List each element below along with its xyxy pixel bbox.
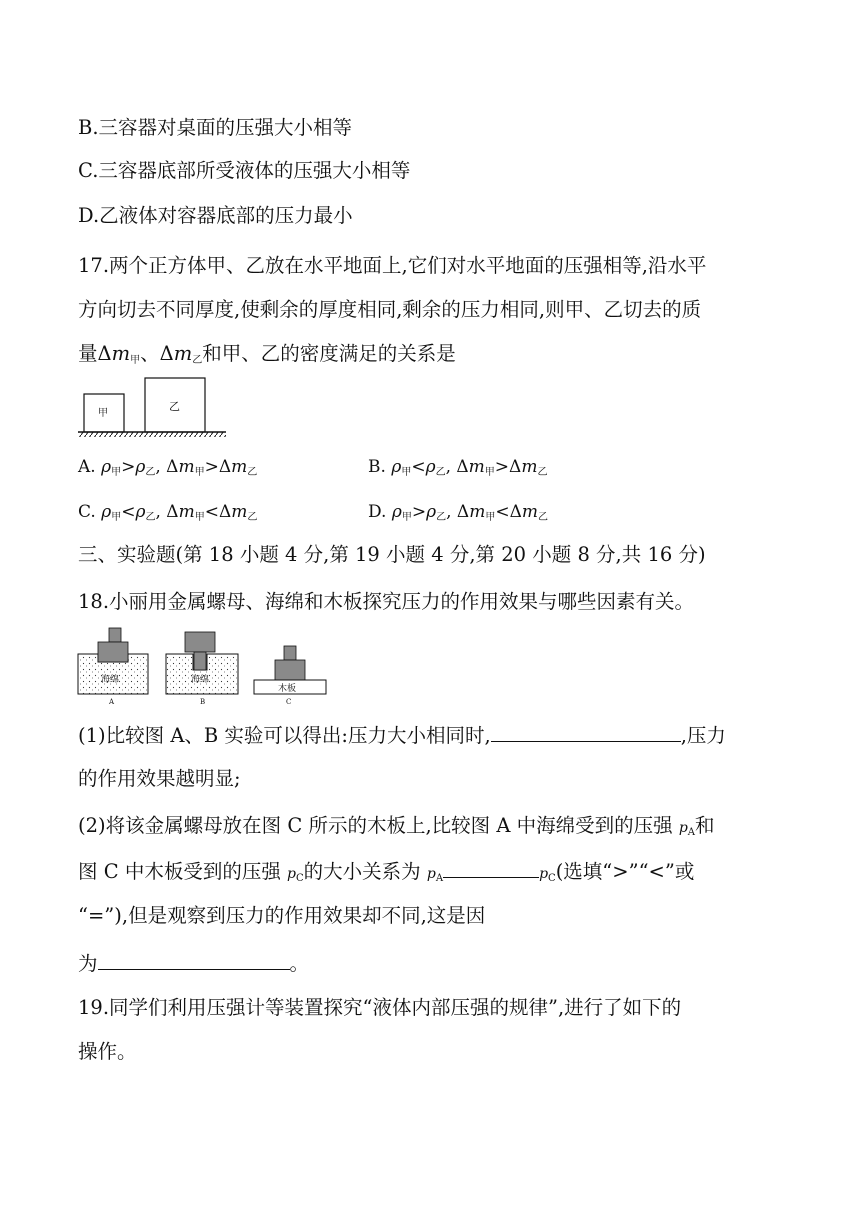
svg-text:海绵: 海绵: [191, 675, 210, 685]
q18-blank-3[interactable]: [98, 951, 290, 970]
q17-cubes-figure: [76, 372, 228, 438]
ground-hatch: [78, 432, 226, 437]
fig-b: [166, 632, 238, 706]
q16-option-c: C.三容器底部所受液体的压强大小相等: [78, 159, 411, 182]
q17-option-b: B. $\rho_甲<\rho_乙$, $\Delta m_甲>\Delta m_乙$: [368, 457, 548, 478]
svg-text:A: A: [109, 698, 115, 706]
fig-c: [254, 646, 326, 706]
q17-option-c: C. $\rho_甲<\rho_乙$, $\Delta m_甲<\Delta m_乙$: [78, 502, 258, 523]
cube-jia-label: 甲: [98, 408, 108, 419]
q18-blank-1[interactable]: [491, 723, 681, 742]
q17-option-a: A. $\rho_甲>\rho_乙$, $\Delta m_甲>\Delta m_乙$: [78, 457, 258, 478]
fig-a: [78, 628, 148, 706]
svg-text:C: C: [286, 698, 292, 706]
q17-stem-line1: 17.两个正方体甲、乙放在水平地面上,它们对水平地面的压强相等,沿水平: [78, 254, 707, 277]
section-3-heading: 三、实验题(第 18 小题 4 分,第 19 小题 4 分,第 20 小题 8 分,共 16 分): [78, 543, 706, 566]
cube-yi-label: 乙: [169, 400, 180, 413]
q16-option-b: B.三容器对桌面的压强大小相等: [78, 116, 353, 139]
q17-stem-line3: 量$\Delta m_甲$、$\Delta m_乙$和甲、乙的密度满足的关系是: [78, 342, 456, 366]
q16-option-d: D.乙液体对容器底部的压力最小: [78, 204, 353, 227]
q18-part1-line2: 的作用效果越明显;: [78, 767, 241, 790]
svg-text:木板: 木板: [278, 684, 297, 694]
svg-text:B: B: [200, 698, 206, 706]
q18-part2-line4: 为 。: [78, 952, 310, 975]
svg-text:海绵: 海绵: [101, 675, 120, 685]
q18-blank-2[interactable]: [443, 859, 539, 878]
q19-stem-line2: 操作。: [78, 1040, 137, 1063]
q18-stem: 18.小丽用金属螺母、海绵和木板探究压力的作用效果与哪些因素有关。: [78, 590, 695, 613]
q17-option-d: D. $\rho_甲>\rho_乙$, $\Delta m_甲<\Delta m_乙$: [368, 502, 548, 523]
q18-part1-line1: (1)比较图 A、B 实验可以得出:压力大小相同时, ,压力: [78, 724, 726, 747]
q18-part2-line3: “=”),但是观察到压力的作用效果却不同,这是因: [78, 904, 486, 927]
q18-part2-line1: (2)将该金属螺母放在图 C 所示的木板上,比较图 A 中海绵受到的压强 $p_A$和: [78, 814, 715, 838]
q19-stem-line1: 19.同学们利用压强计等装置探究“液体内部压强的规律”,进行了如下的: [78, 996, 682, 1019]
q18-figure: [76, 626, 332, 706]
q17-stem-line2: 方向切去不同厚度,使剩余的厚度相同,剩余的压力相同,则甲、乙切去的质: [78, 298, 702, 321]
q18-part2-line2: 图 C 中木板受到的压强 $p_C$的大小关系为 $p_A$ $p_C$(选填“>”“<”或: [78, 860, 695, 884]
